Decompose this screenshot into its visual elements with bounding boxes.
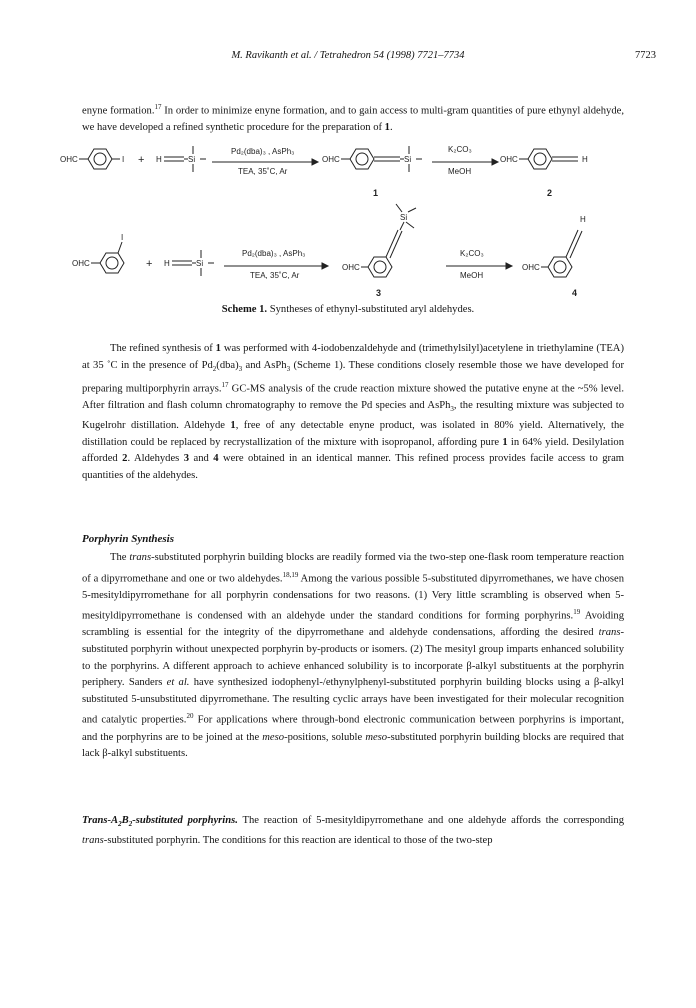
catalyst-label: Pd₂(dba)₃ , AsPh₃ xyxy=(242,249,306,258)
benzene-ring xyxy=(368,257,392,277)
hydrogen-label: H xyxy=(582,155,588,164)
benzene-ring xyxy=(350,149,374,169)
ohc-label: OHC xyxy=(322,155,340,164)
ohc-label: OHC xyxy=(72,259,90,268)
plus-sign: + xyxy=(138,154,145,166)
benzene-ring xyxy=(100,253,124,273)
iodo-label: I xyxy=(121,233,124,242)
scheme-row-1 xyxy=(60,145,588,198)
page-header xyxy=(0,50,696,68)
section-heading: Porphyrin Synthesis xyxy=(82,533,174,545)
conditions-label: TEA, 35˚C, Ar xyxy=(238,167,288,176)
conditions-label: TEA, 35˚C, Ar xyxy=(250,271,300,280)
catalyst-label: Pd₂(dba)₃ , AsPh₃ xyxy=(231,147,295,156)
compound-label: 3 xyxy=(376,288,382,298)
solvent-label: MeOH xyxy=(448,167,472,176)
compound-label: 4 xyxy=(572,288,578,298)
silicon-label: Si xyxy=(400,213,408,222)
benzene-ring xyxy=(528,149,552,169)
benzene-ring xyxy=(88,149,112,169)
base-label: K₂CO₃ xyxy=(448,145,472,154)
benzene-ring xyxy=(548,257,572,277)
trans-porphyrins-paragraph: Trans-$A_2B_2$-substituted porphyrins. The reaction of 5-mesityldipyrromethane and one aldehyde affords the corresponding trans-substituted porphyrin. The conditions for this reaction are identical to those of the two-step xyxy=(82,815,624,846)
silicon-label: Si xyxy=(196,259,204,268)
scheme-1-figure xyxy=(60,138,640,298)
trans-porphyrins-heading: Trans-$A_2B_2$-substituted porphyrins. xyxy=(82,815,238,829)
plus-sign: + xyxy=(146,258,153,270)
ohc-label: OHC xyxy=(60,155,78,164)
scheme-row-2 xyxy=(72,204,586,298)
ohc-label: OHC xyxy=(500,155,518,164)
ohc-label: OHC xyxy=(342,263,360,272)
ohc-label: OHC xyxy=(522,263,540,272)
compound-label: 1 xyxy=(373,188,379,198)
page-number: 7723 xyxy=(635,50,656,61)
hydrogen-label: H xyxy=(580,215,586,224)
compound-label: 2 xyxy=(547,188,553,198)
intro-paragraph: enyne formation.$^{17}$ In order to minimize enyne formation, and to gain access to multi-gram quantities of pure ethynyl aldehyde, we have developed a refined synthetic procedure for the preparation of 1. xyxy=(82,103,624,134)
scheme-caption: Scheme 1. Syntheses of ethynyl-substituted aryl aldehydes. xyxy=(221,304,475,315)
porphyrin-synthesis-paragraph: The trans-substituted porphyrin building blocks are readily formed via the two-step one-flask room temperature reaction of a dipyrromethane and one or two aldehydes.$^{18,19}$ Among the various possible 5-substituted dipyrromethanes, we have chosen 5-mesityldipyrromethane for all porphyrin condensations for two reasons. (1) Very little scrambling is observed when 5-mesityldipyrromethane is condensed with an aldehyde under the standard conditions for forming porphyrins.$^{19}$ Avoiding scrambling is essential for the integrity of the dipyrromethane and aldehyde condensations, affording the desired trans-substituted porphyrin without unexpected porphyrin by-products or isomers. (2) The mesityl group imparts enhanced solubility to the porphyrins. A different approach to achieve enhanced solubility is to incorporate β-alkyl substituents at the porphyrin periphery. Sanders et al. have synthesized iodophenyl-/ethynylphenyl-substituted porphyrin building blocks using a β-alkyl substituted 5-unsubstituted dipyrromethane. The resulting cyclic arrays have been investigated for their molecular recognition and catalytic properties.$^{20}$ For applications where through-bond electronic communication between porphyrins is important, and the porphyrins are to be joined at the meso-positions, soluble meso-substituted porphyrin building blocks are required that lack β-alkyl substituents. xyxy=(82,552,624,760)
refined-synthesis-paragraph: The refined synthesis of 1 was performed with 4-iodobenzaldehyde and (trimethylsilyl)acetylene in triethylamine (TEA) at 35 ˚C in the presence of $Pd_2(dba)_3$ and AsPh$_3$ (Scheme 1). These conditions closely resemble those we have developed for preparing multiporphyrin arrays.$^{17}$ GC-MS analysis of the crude reaction mixture showed the putative enyne at the ~5% level. After filtration and flash column chromatography to remove the Pd species and AsPh$_3$, the resulting mixture was subjected to Kugelrohr distillation. Aldehyde 1, free of any detectable enyne product, was isolated in 80% yield. Alternatively, the distillation could be replaced by recrystallization of the mixture with isopropanol, affording pure 1 in 64% yield. Desilylation afforded 2. Aldehydes 3 and 4 were obtained in an identical manner. This refined process provides facile access to gram quantities of the aldehydes. xyxy=(82,343,625,481)
hydrogen-label: H xyxy=(156,155,162,164)
solvent-label: MeOH xyxy=(460,271,484,280)
silicon-label: Si xyxy=(404,155,412,164)
base-label: K₂CO₃ xyxy=(460,249,484,258)
running-head: M. Ravikanth et al. / Tetrahedron 54 (1998) 7721–7734 xyxy=(231,50,465,61)
silicon-label: Si xyxy=(188,155,196,164)
hydrogen-label: H xyxy=(164,259,170,268)
iodo-label: I xyxy=(122,155,125,164)
